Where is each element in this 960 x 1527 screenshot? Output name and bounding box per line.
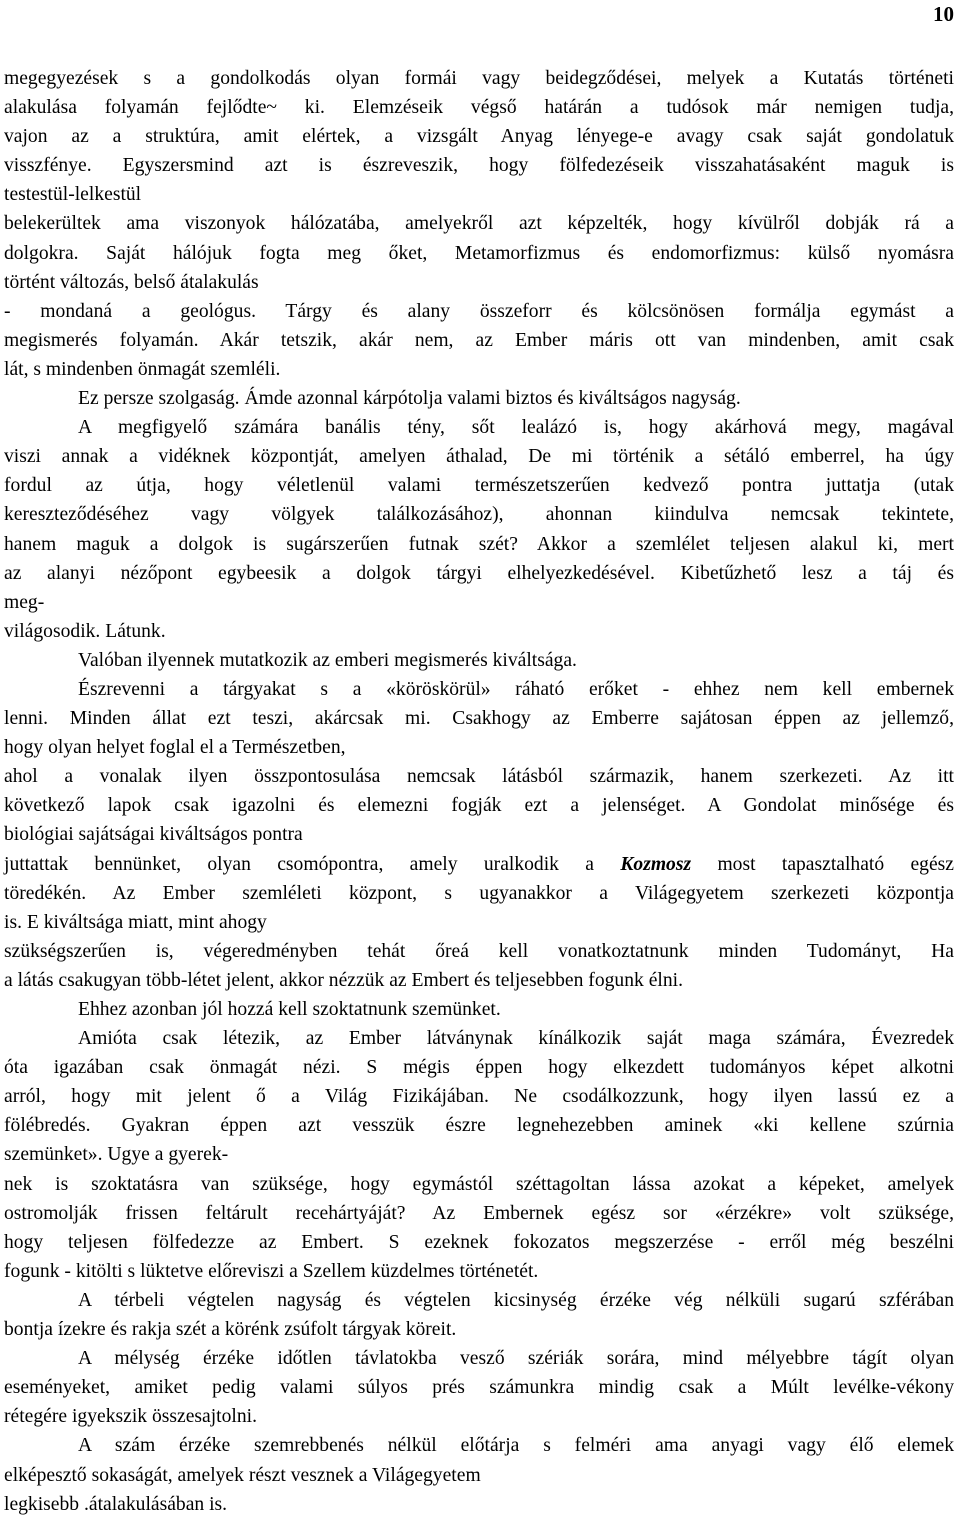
text-line: ahol a vonalak ilyen összpontosulása nemcsak látásból származik, hanem szerkezeti. Az itt xyxy=(4,766,954,788)
text-line: ostromolják frissen feltárult recehártyáját? Az Embernek egész sor «érzékre» volt szüksége, xyxy=(4,1202,954,1224)
text-line: biológiai sajátságai kiváltságos pontra xyxy=(4,824,303,846)
text-line xyxy=(4,850,954,879)
text-line: szemünket». Ugye a gyerek- xyxy=(4,1144,229,1166)
paragraph xyxy=(4,675,954,995)
page-number: 10 xyxy=(933,2,954,26)
text-line: az alanyi nézőpont egybeesik a dolgok tárgyi elhelyezkedésével. Kibetűzhető lesz a táj és xyxy=(4,562,954,584)
text-line: nek is szoktatásra van szüksége, hogy egymástól széttagoltan lássa azokat a képeket, amelyek xyxy=(4,1173,954,1195)
text-line: megegyezések s a gondolkodás olyan formái vagy beidegződései, melyek a Kutatás történeti xyxy=(4,68,954,89)
text-line: történt változás, belső átalakulás xyxy=(4,271,259,293)
text-line: - mondaná a geológus. Tárgy és alany összeforr és kölcsönösen formálja egymást a xyxy=(4,300,954,322)
text-line: A mélység érzéke időtlen távlatokba vesző szériák sorára, mind mélyebbre tágít olyan xyxy=(78,1348,954,1370)
text-line: Észrevenni a tárgyakat s a «köröskörül» ráható erőket - ehhez nem kell embernek xyxy=(78,678,954,700)
text-line: is. E kiváltsága miatt, mint ahogy xyxy=(4,911,267,933)
text-line: fogunk - kitölti s lüktetve előreviszi a Szellem küzdelmes történetét. xyxy=(4,1260,539,1282)
text-line: megismerés folyamán. Akár tetszik, akár nem, az Ember máris ott van mindenben, amit csak xyxy=(4,329,954,351)
text-line: elképesztő sokaságát, amelyek részt vesznek a Világegyetem xyxy=(4,1464,481,1486)
text-line: világosodik. Látunk. xyxy=(4,620,166,642)
text-line: óta igazában csak önmagát nézi. S mégis éppen hogy elkezdett tudományos képet alkotni xyxy=(4,1057,954,1079)
paragraph xyxy=(4,1024,954,1286)
text-line: Ez persze szolgaság. Ámde azonnal kárpótolja valami biztos és kiváltságos nagyság. xyxy=(78,388,741,410)
emphasized-word: Kozmosz xyxy=(620,853,692,875)
text-line: szükségszerűen is, végeredményben tehát őreá kell vonatkoztatnunk minden Tudományt, Ha xyxy=(4,940,954,962)
text-line: lenni. Minden állat ezt teszi, akárcsak mi. Csakhogy az Emberre sajátosan éppen az jellemző, xyxy=(4,708,954,730)
text-line: Ehhez azonban jól hozzá kell szoktatnunk szemünket. xyxy=(78,999,501,1020)
body-text xyxy=(4,64,954,1519)
paragraph xyxy=(4,1286,954,1344)
text-line: a látás csakugyan több-létet jelent, akkor nézzük az Embert és teljesebben fogunk élni. xyxy=(4,969,683,991)
text-line: vajon az a struktúra, amit elértek, a vizsgált Anyag lényege-e avagy csak saját gondolatuk xyxy=(4,126,954,148)
text-line: bontja ízekre és rakja szét a körénk zsúfolt tárgyak köreit. xyxy=(4,1319,457,1341)
text-line: fölébredés. Gyakran éppen azt vesszük észre legnehezebben aminek «ki kellene szúrnia xyxy=(4,1115,954,1137)
text-line: meg- xyxy=(4,591,45,613)
text-line: lát, s mindenben önmagát szemléli. xyxy=(4,358,281,380)
paragraph xyxy=(4,1344,954,1431)
text-line: legkisebb .átalakulásában is. xyxy=(4,1493,228,1515)
paragraph xyxy=(4,384,954,413)
text-line: Valóban ilyennek mutatkozik az emberi megismerés kiváltsága. xyxy=(78,649,577,671)
paragraph xyxy=(4,64,954,384)
text-line: testestül-lelkestül xyxy=(4,184,142,206)
text-line: A megfigyelő számára banális tény, sőt lealázó is, hogy akárhová megy, magával xyxy=(78,417,954,439)
text-line: visszfénye. Egyszersmind azt is észreveszik, hogy fölfedezéseik visszahatásaként maguk is xyxy=(4,155,954,177)
text-line: A térbeli végtelen nagyság és végtelen kicsinység érzéke vég nélküli sugarú szférában xyxy=(78,1289,954,1311)
text-line: A szám érzéke szemrebbenés nélkül előtárja s felméri ama anyagi vagy élő elemek xyxy=(78,1435,954,1457)
text-segment: most tapasztalható egész xyxy=(691,853,954,875)
paragraph xyxy=(4,1431,954,1518)
text-line: eseményeket, amiket pedig valami súlyos prés számunkra mindig csak a Múlt levélke-vékony xyxy=(4,1377,954,1399)
text-line: Amióta csak létezik, az Ember látványnak kínálkozik saját maga számára, Évezredek xyxy=(78,1028,954,1050)
text-line: arról, hogy mit jelent ő a Világ Fizikájában. Ne csodálkozzunk, hogy ilyen lassú ez a xyxy=(4,1086,954,1108)
text-line: töredékén. Az Ember szemléleti központ, s ugyanakkor a Világegyetem szerkezeti központja xyxy=(4,882,954,904)
text-line: dolgokra. Saját hálójuk fogta meg őket, Metamorfizmus és endomorfizmus: külső nyomásra xyxy=(4,242,954,264)
text-line: viszi annak a vidéknek központját, amelyen áthalad, De mi történik a sétáló emberrel, ha úgy xyxy=(4,446,954,468)
paragraph xyxy=(4,995,954,1024)
text-line: belekerültek ama viszonyok hálózatába, amelyekről azt képzelték, hogy kívülről dobják rá a xyxy=(4,213,954,235)
text-line: hogy teljesen fölfedezze az Embert. S ezeknek fokozatos megszerzése - erről még beszélni xyxy=(4,1231,954,1253)
text-line: kereszteződéséhez vagy völgyek találkozásához), ahonnan kiindulva nemcsak tekintete, xyxy=(4,504,954,526)
text-line: alakulása folyamán fejlődte~ ki. Elemzéseik végső határán a tudósok már nemigen tudja, xyxy=(4,97,954,119)
paragraph xyxy=(4,413,954,646)
text-line: hogy olyan helyet foglal el a Természetben, xyxy=(4,737,346,759)
paragraph xyxy=(4,646,954,675)
text-line: hanem maguk a dolgok is sugárszerűen futnak szét? Akkor a szemlélet teljesen alakul ki, mert xyxy=(4,533,954,555)
text-line: fordul az útja, hogy véletlenül valami természetszerűen kedvező pontra juttatja (utak xyxy=(4,475,954,497)
text-segment: juttattak bennünket, olyan csomópontra, amely uralkodik a xyxy=(4,853,621,875)
text-line: következő lapok csak igazolni és elemezni fogják ezt a jelenséget. A Gondolat minősége és xyxy=(4,795,954,817)
text-line: rétegére igyekszik összesajtolni. xyxy=(4,1406,257,1428)
